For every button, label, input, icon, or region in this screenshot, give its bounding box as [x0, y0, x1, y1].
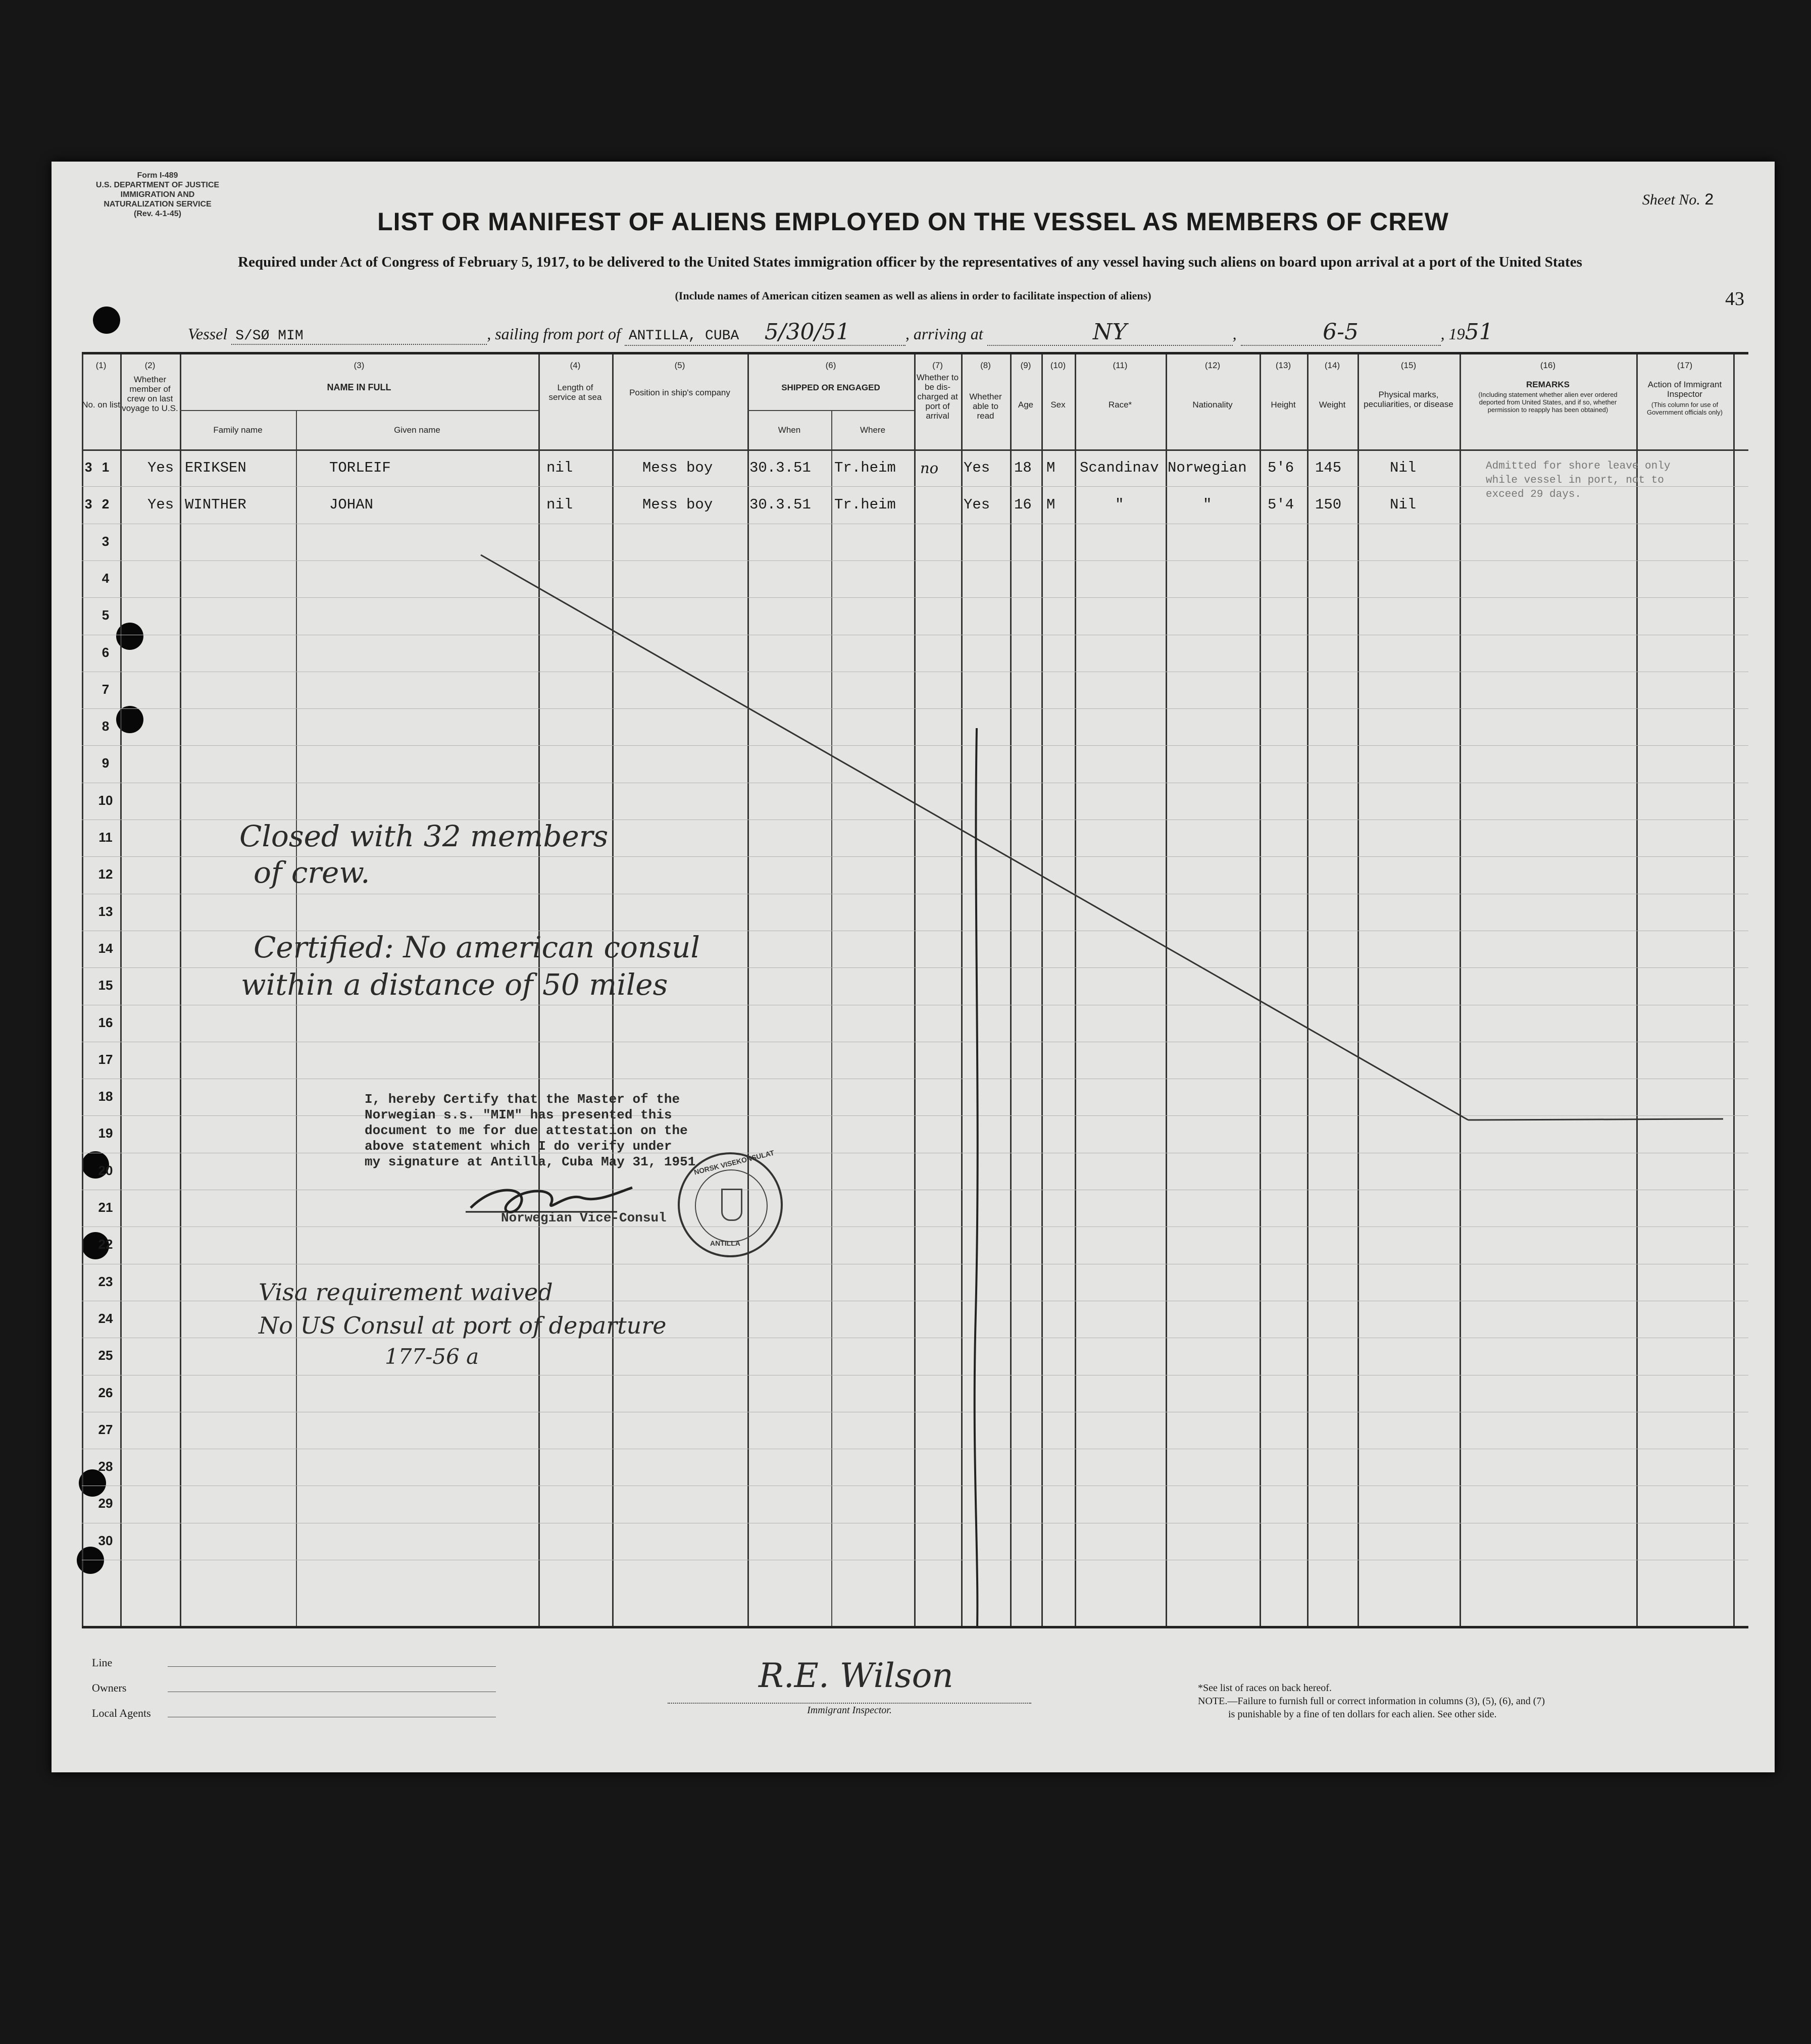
- year-suffix: 51: [1465, 319, 1493, 345]
- col-where: Where: [860, 425, 886, 435]
- row-number: 7: [102, 681, 110, 697]
- col-able-to-read: Whether able to read: [969, 392, 1002, 421]
- col-17-number: (17): [1677, 361, 1693, 370]
- col-name-in-full: NAME IN FULL: [327, 382, 391, 392]
- col-16-number: (16): [1540, 361, 1556, 370]
- certified-note-line-1: Certified: No american consul: [254, 930, 700, 964]
- footnotes: [1198, 1681, 1545, 1721]
- sheet-value: 2: [1704, 191, 1714, 210]
- department-name: U.S. DEPARTMENT OF JUSTICE: [95, 181, 220, 189]
- col-9-number: (9): [1020, 361, 1031, 370]
- col-position: Position in ship's company: [629, 388, 730, 397]
- col-given-name: Given name: [394, 425, 440, 435]
- crew-shipped-when: 30.3.51: [749, 496, 811, 514]
- crew-discharged: no: [920, 459, 939, 477]
- col-when: When: [778, 425, 801, 435]
- col-sex: Sex: [1050, 400, 1066, 410]
- col-4-number: (4): [570, 361, 581, 370]
- document-title: LIST OR MANIFEST OF ALIENS EMPLOYED ON THE VESSEL AS MEMBERS OF CREW: [377, 208, 1449, 236]
- col-action: Action of Immigrant Inspector: [1647, 380, 1722, 399]
- col-14-number: (14): [1324, 361, 1340, 370]
- col-12-number: (12): [1204, 361, 1221, 370]
- row-number: 5: [102, 607, 110, 623]
- row-number: 25: [98, 1348, 113, 1363]
- col-15-number: (15): [1400, 361, 1417, 370]
- crew-member: Yes: [147, 459, 174, 476]
- consulate-stamp: [678, 1148, 783, 1257]
- col-length-of-service: Length of service at sea: [548, 383, 602, 402]
- inspector-signature: R.E. Wilson: [759, 1656, 953, 1695]
- col-whether-member: Whether member of crew on last voyage to U.S.: [122, 375, 178, 413]
- col-weight: Weight: [1319, 400, 1346, 410]
- row-number: 1: [102, 459, 110, 475]
- arrival-port: NY: [987, 319, 1233, 346]
- document-subtitle: Required under Act of Congress of February 5, 1917, to be delivered to the United States immigration officer by the representatives of any vessel having such aliens on board upon arrival at a port of the United States: [238, 254, 1582, 270]
- row-number: 14: [98, 940, 113, 956]
- crew-shipped-when: 30.3.51: [749, 459, 811, 476]
- row-number: 28: [98, 1459, 113, 1474]
- from-label: , sailing from port of: [487, 325, 621, 343]
- closed-note-line-2: of crew.: [254, 855, 370, 890]
- crew-given-name: JOHAN: [329, 496, 374, 514]
- crew-prefix: 3: [85, 459, 92, 475]
- page-number: 43: [1725, 288, 1744, 310]
- col-11-number: (11): [1113, 361, 1128, 370]
- row-number: 10: [98, 792, 113, 808]
- row-number: 6: [102, 644, 110, 660]
- line-label: Line: [92, 1656, 113, 1669]
- crew-marks: Nil: [1390, 496, 1417, 514]
- col-physical-marks: Physical marks, peculiarities, or disease: [1364, 390, 1453, 409]
- row-number: 11: [98, 830, 113, 845]
- owners-label: Owners: [92, 1681, 127, 1694]
- row-number: 12: [98, 866, 113, 882]
- row-number: 21: [98, 1200, 113, 1215]
- year-prefix: 19: [1448, 325, 1465, 343]
- row-number: 3: [102, 533, 110, 549]
- penalty-note-cont: is punishable by a fine of ten dollars for each alien. See other side.: [1228, 1709, 1497, 1720]
- certified-note-line-2: within a distance of 50 miles: [241, 967, 668, 1002]
- row-number: 15: [98, 978, 113, 993]
- visa-note-line-2: No US Consul at port of departure: [259, 1312, 667, 1339]
- row-number: 19: [98, 1126, 113, 1141]
- col-no-on-list: No. on list: [82, 400, 120, 410]
- col-8-number: (8): [980, 361, 991, 370]
- crest-icon: [721, 1189, 742, 1221]
- voyage-line: Vessel S/SØ MIM , sailing from port of ANTILLA, CUBA 5/30/51 , arriving at NY , 6-5 , 1951: [188, 319, 1493, 345]
- crew-manifest-table: [82, 352, 1748, 1628]
- document-subnote: (Include names of American citizen seamen as well as aliens in order to facilitate inspection of aliens): [675, 289, 1151, 302]
- col-1-number: (1): [95, 361, 107, 370]
- col-remarks: REMARKS: [1526, 380, 1570, 389]
- crew-nationality: ": [1203, 496, 1212, 514]
- row-number: 26: [98, 1385, 113, 1400]
- crew-service: nil: [546, 459, 573, 476]
- vessel-label: Vessel: [188, 325, 228, 343]
- visa-note-line-1: Visa requirement waived: [259, 1279, 553, 1306]
- row-number: 16: [98, 1014, 113, 1030]
- col-7-number: (7): [932, 361, 943, 370]
- col-10-number: (10): [1050, 361, 1066, 370]
- departure-field: [625, 319, 906, 346]
- arrival-date: 6-5: [1241, 319, 1441, 346]
- form-number: Form I-489: [137, 171, 178, 180]
- row-number: 20: [98, 1162, 113, 1178]
- row-number: 27: [98, 1421, 113, 1437]
- col-2-number: (2): [144, 361, 156, 370]
- stamp-text: NORSK VISEKONSULAT: [693, 1148, 775, 1177]
- row-number: 4: [102, 570, 110, 586]
- vessel-name: S/SØ MIM: [231, 328, 487, 345]
- row-number: 2: [102, 496, 110, 512]
- consul-title: Norwegian Vice-Consul: [501, 1210, 667, 1225]
- stamp-place: ANTILLA: [710, 1239, 740, 1247]
- row-number: 9: [102, 755, 110, 771]
- col-nationality: Nationality: [1192, 400, 1233, 410]
- crew-race: Scandinav: [1080, 459, 1159, 476]
- visa-note-line-3: 177-56 a: [385, 1344, 479, 1369]
- crew-age: 18: [1014, 459, 1032, 476]
- row-number: 29: [98, 1496, 113, 1511]
- col-3-number: (3): [354, 361, 365, 370]
- crew-race: ": [1115, 496, 1124, 514]
- crew-marks: Nil: [1390, 459, 1417, 476]
- race-footnote: *See list of races on back hereof.: [1198, 1682, 1332, 1694]
- col-shipped-engaged: SHIPPED OR ENGAGED: [781, 383, 880, 392]
- crew-service: nil: [546, 496, 573, 514]
- col-action-note: (This column for use of Government officials only): [1646, 401, 1723, 416]
- crew-weight: 145: [1315, 459, 1342, 476]
- inspector-label: Immigrant Inspector.: [807, 1705, 892, 1716]
- crew-given-name: TORLEIF: [329, 459, 391, 476]
- punch-hole: [93, 306, 120, 334]
- agents-label: Local Agents: [92, 1707, 151, 1719]
- row-number: 24: [98, 1310, 113, 1326]
- departure-port: ANTILLA, CUBA: [628, 328, 739, 344]
- col-discharged: Whether to be dis-charged at port of arrival: [916, 373, 959, 421]
- crew-family-name: ERIKSEN: [185, 459, 246, 476]
- closed-note-line-1: Closed with 32 members: [239, 819, 609, 853]
- row-number: 22: [98, 1237, 113, 1252]
- row-number: 8: [102, 719, 110, 734]
- crew-family-name: WINTHER: [185, 496, 246, 514]
- crew-read: Yes: [964, 459, 990, 476]
- crew-height: 5'6: [1268, 459, 1294, 476]
- col-5-number: (5): [674, 361, 685, 370]
- crew-nationality: Norwegian: [1168, 459, 1247, 476]
- col-family-name: Family name: [213, 425, 263, 435]
- manifest-sheet: [52, 162, 1775, 1772]
- sailing-date: 5/30/51: [764, 319, 850, 345]
- crew-read: Yes: [964, 496, 990, 514]
- penalty-note: NOTE.—Failure to furnish full or correct information in columns (3), (5), (6), and (7): [1198, 1696, 1545, 1707]
- col-race: Race*: [1108, 400, 1132, 410]
- sheet-label: Sheet No.: [1642, 191, 1700, 208]
- col-remarks-note: (Including statement whether alien ever ordered deported from United States, and if so, whether permission to reapply has been obtained): [1478, 391, 1618, 414]
- col-height: Height: [1271, 400, 1296, 410]
- crew-age: 16: [1014, 496, 1032, 514]
- col-13-number: (13): [1275, 361, 1291, 370]
- row-number: 13: [98, 903, 113, 919]
- revision-date: (Rev. 4-1-45): [134, 210, 181, 218]
- row-number: 30: [98, 1532, 113, 1548]
- arriving-label: , arriving at: [905, 325, 983, 343]
- crew-shipped-where: Tr.heim: [834, 496, 896, 514]
- crew-sex: M: [1046, 496, 1055, 514]
- crew-prefix: 3: [85, 496, 92, 512]
- row-number: 23: [98, 1273, 113, 1289]
- crew-shipped-where: Tr.heim: [834, 459, 896, 476]
- crew-weight: 150: [1315, 496, 1342, 514]
- row-number: 18: [98, 1089, 113, 1104]
- consul-certification: I, hereby Certify that the Master of the Norwegian s.s. "MIM" has presented this document to me for due attestation on the above statement which I do verify under my signature at Antilla, Cuba May 31, 1951: [365, 1092, 696, 1169]
- crew-position: Mess boy: [642, 496, 713, 514]
- crew-sex: M: [1046, 459, 1055, 476]
- crew-position: Mess boy: [642, 459, 713, 476]
- remarks-text: Admitted for shore leave only while vessel in port, not to exceed 29 days.: [1486, 461, 1671, 500]
- col-6-number: (6): [825, 361, 836, 370]
- crew-height: 5'4: [1268, 496, 1294, 514]
- service-name: IMMIGRATION AND NATURALIZATION SERVICE: [104, 190, 212, 209]
- row-number: 17: [98, 1051, 113, 1067]
- crew-member: Yes: [147, 496, 174, 514]
- col-age: Age: [1018, 400, 1034, 410]
